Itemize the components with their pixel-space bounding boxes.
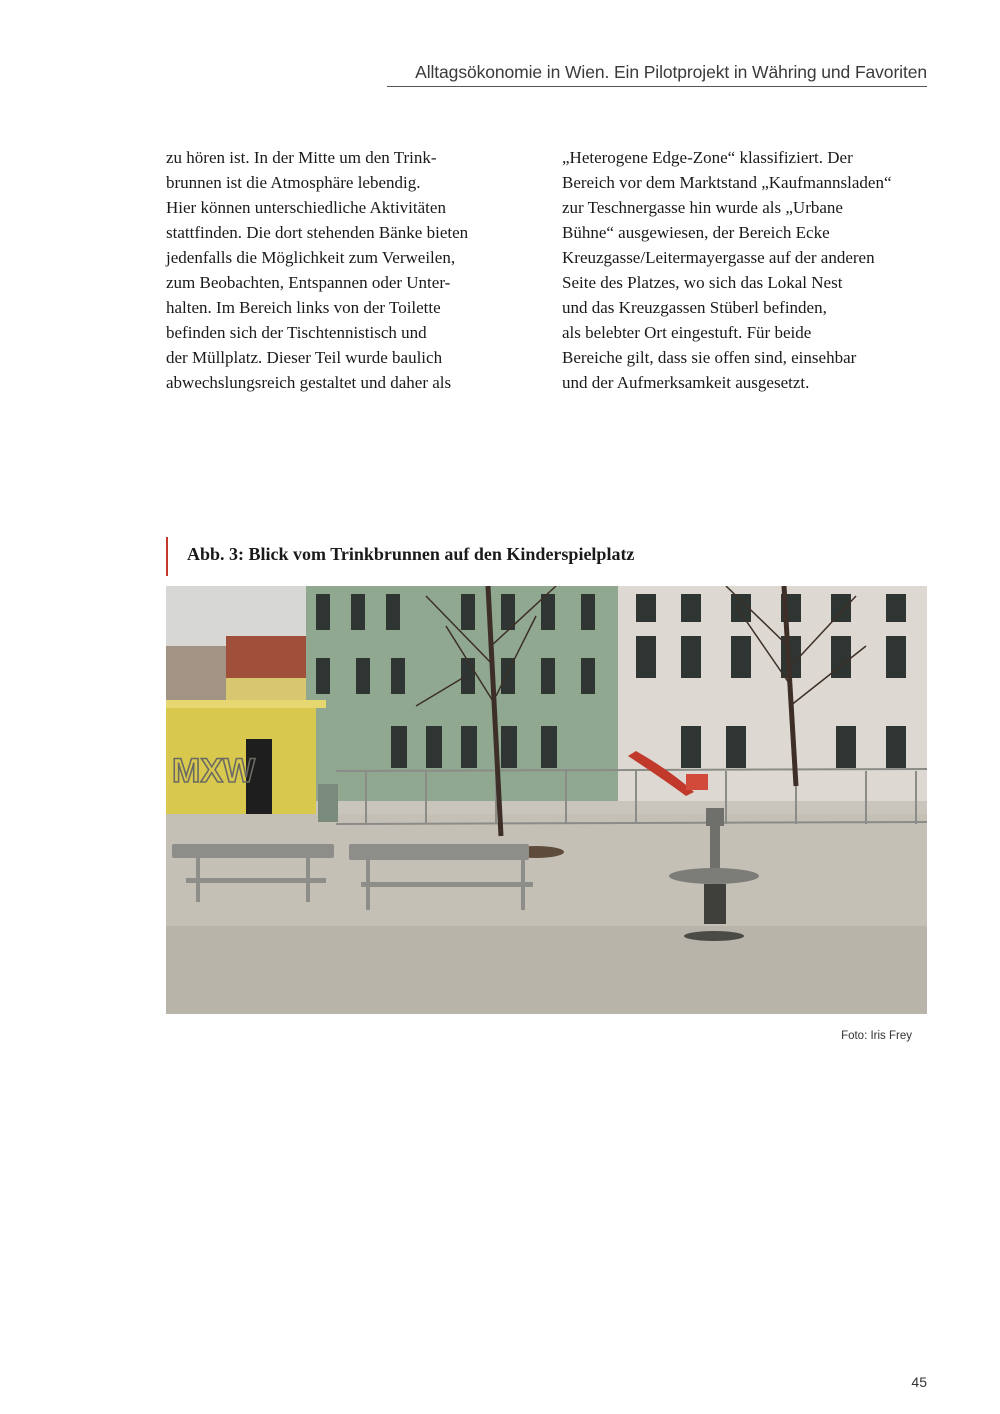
text-line: jedenfalls die Möglichkeit zum Verweilen,: [166, 248, 456, 267]
text-line: Seite des Platzes, wo sich das Lokal Nest: [562, 273, 843, 292]
caption-accent-bar: [166, 537, 168, 576]
text-line: stattfinden. Die dort stehenden Bänke bieten: [166, 223, 469, 242]
text-line: zur Teschnergasse hin wurde als „Urbane: [562, 198, 843, 217]
text-line: als belebter Ort eingestuft. Für beide: [562, 323, 812, 342]
body-text-right-column: [562, 145, 912, 395]
text-line: und der Aufmerksamkeit ausgesetzt.: [562, 373, 810, 392]
text-line: Bühne“ ausgewiesen, der Bereich Ecke: [562, 223, 830, 242]
text-line: Kreuzgasse/Leitermayergasse auf der anderen: [562, 248, 875, 267]
figure-caption: Abb. 3: Blick vom Trinkbrunnen auf den Kinderspielplatz: [187, 544, 635, 564]
graffiti-text: MXW: [172, 752, 256, 790]
figure-photo: [166, 586, 927, 1014]
body-text-left-column: [166, 145, 516, 395]
text-line: „Heterogene Edge-Zone“ klassifiziert. Der: [562, 148, 853, 167]
photo-credit: Foto: Iris Frey: [841, 1030, 912, 1042]
text-line: zu hören ist. In der Mitte um den Trink-: [166, 148, 437, 167]
text-line: brunnen ist die Atmosphäre lebendig.: [166, 173, 421, 192]
text-line: Bereich vor dem Marktstand „Kaufmannsladen“: [562, 173, 892, 192]
header-rule: [387, 86, 927, 87]
text-line: Bereiche gilt, dass sie offen sind, einsehbar: [562, 348, 857, 367]
page-number: 45: [911, 1374, 927, 1390]
text-line: befinden sich der Tischtennistisch und: [166, 323, 427, 342]
text-line: und das Kreuzgassen Stüberl befinden,: [562, 298, 827, 317]
text-line: Hier können unterschiedliche Aktivitäten: [166, 198, 446, 217]
running-header: Alltagsökonomie in Wien. Ein Pilotprojekt in Währing und Favoriten: [415, 62, 927, 82]
text-line: abwechslungsreich gestaltet und daher als: [166, 373, 452, 392]
text-line: halten. Im Bereich links von der Toilette: [166, 298, 441, 317]
text-line: zum Beobachten, Entspannen oder Unter-: [166, 273, 451, 292]
text-line: der Müllplatz. Dieser Teil wurde baulich: [166, 348, 443, 367]
